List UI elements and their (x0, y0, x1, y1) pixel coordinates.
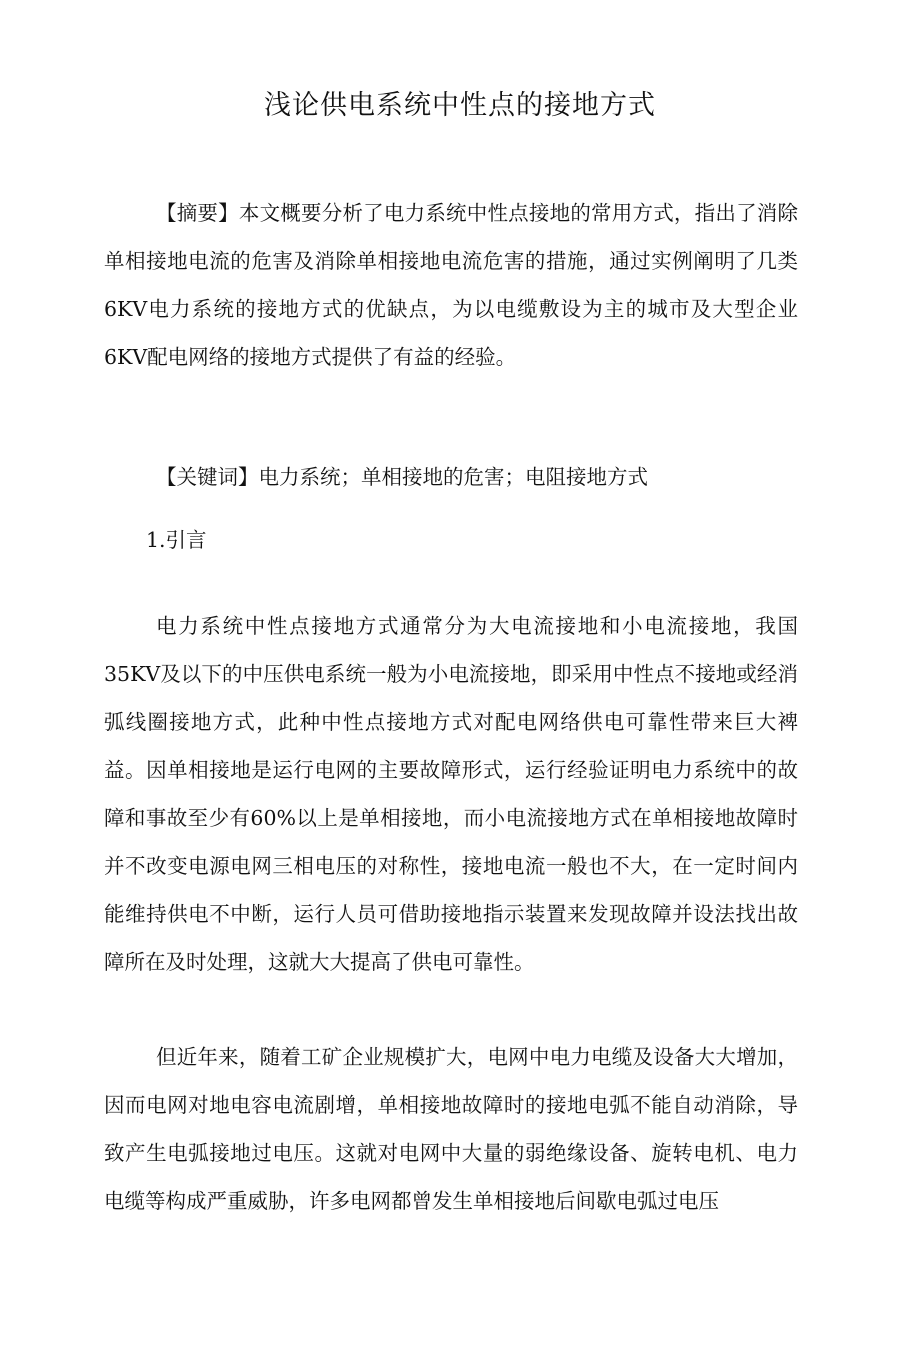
body-paragraph-2: 但近年来，随着工矿企业规模扩大，电网中电力电缆及设备大大增加，因而电网对地电容电流剧增，单相接地故障时的接地电弧不能自动消除，导致产生电弧接地过电压。这就对电网中大量的弱绝缘设备、旋转电机、电力电缆等构成严重威胁，许多电网都曾发生单相接地后间歇电弧过电压 (104, 1045, 798, 1213)
abstract-paragraph: 【摘要】本文概要分析了电力系统中性点接地的常用方式，指出了消除单相接地电流的危害及消除单相接地电流危害的措施，通过实例阐明了几类6KV电力系统的接地方式的优缺点，为以电缆敷设为主的城市及大型企业6KV配电网络的接地方式提供了有益的经验。 (104, 201, 798, 369)
section-heading: 1.引言 (146, 528, 207, 552)
keywords-line: 【关键词】电力系统；单相接地的危害；电阻接地方式 (156, 465, 648, 489)
body-paragraph-1: 电力系统中性点接地方式通常分为大电流接地和小电流接地，我国35KV及以下的中压供电系统一般为小电流接地，即采用中性点不接地或经消弧线圈接地方式，此种中性点接地方式对配电网络供电可靠性带来巨大裨益。因单相接地是运行电网的主要故障形式，运行经验证明电力系统中的故障和事故至少有60%以上是单相接地，而小电流接地方式在单相接地故障时并不改变电源电网三相电压的对称性，接地电流一般也不大，在一定时间内能维持供电不中断，运行人员可借助接地指示装置来发现故障并设法找出故障所在及时处理，这就大大提高了供电可靠性。 (104, 614, 798, 974)
document-title: 浅论供电系统中性点的接地方式 (264, 90, 656, 121)
